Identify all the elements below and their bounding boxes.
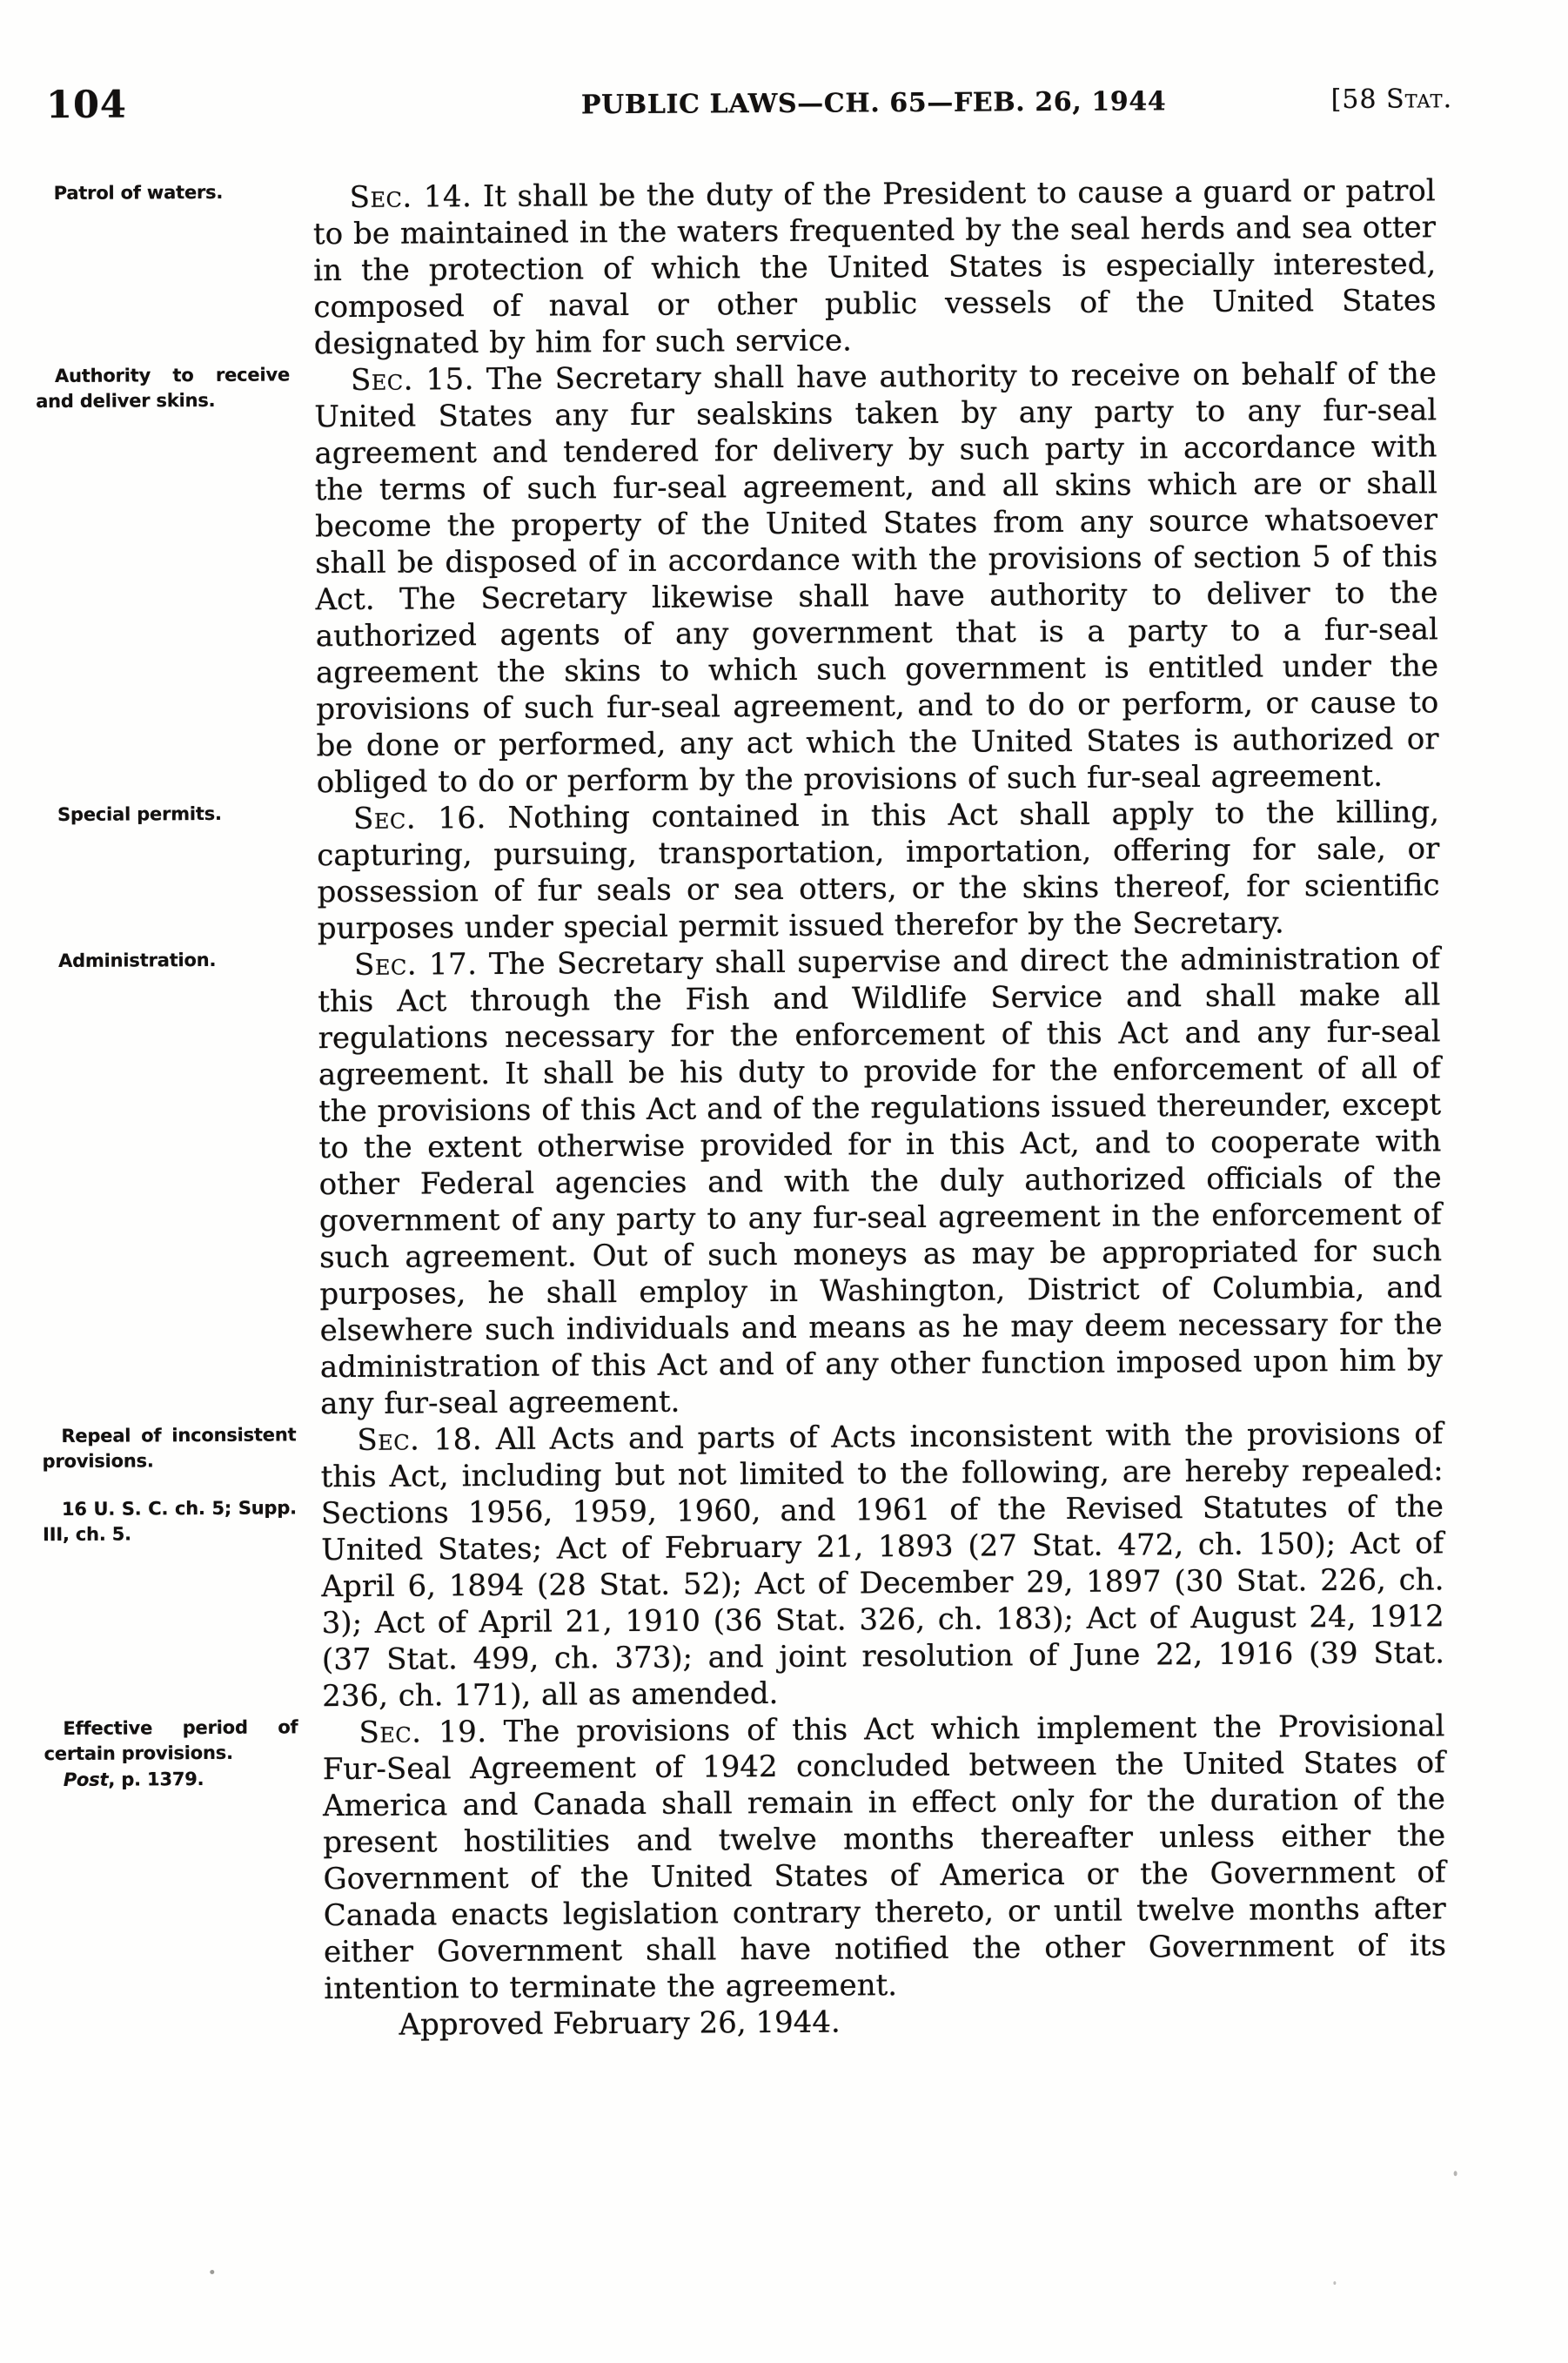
margin-note — [43, 1495, 297, 1547]
margin-note-text: , p. 1379. — [108, 1768, 204, 1790]
statute-section — [57, 940, 1444, 1422]
sections-container — [36, 172, 1447, 2007]
margin-note-text: 16 U. S. C. ch. 5; Supp. III, ch. 5. — [43, 1497, 297, 1546]
margin-note — [35, 179, 289, 206]
section-text: All Acts and parts of Acts inconsistent with the provisions of this Act, including but not limited to the following, are hereby repealed: Sections 1956, 1959, 1960, and 1961 of the Revised Statutes of the United States; Act of February 21, 1893 (27 Stat. 472, ch. 150); Act of April 6, 1894 (28 Stat. 52); Act of December 29, 1897 (30 Stat. 226, ch. 3); Act of April 21, 1910 (36 Stat. 326, ch. 183); Act of August 24, 1912 (37 Stat. 499, ch. 373); and joint resolution of June 22, 1916 (39 Stat. 236, ch. 171), all as amended. — [320, 1416, 1445, 1715]
page-number: 104 — [45, 83, 127, 128]
section-text: Nothing contained in this Act shall apply to the killing, capturing, pursuing, transportation, importation, offering for sale, or possession of fur seals or sea otters, or the skins thereof, for scientific purposes under special permit issued therefor by the Secretary. — [317, 795, 1440, 947]
margin-note — [44, 1766, 298, 1793]
margin-note — [39, 947, 293, 974]
statute-section — [42, 1415, 1445, 1715]
margin-note — [38, 801, 292, 828]
section-paragraph — [322, 1708, 1446, 2007]
scan-speck — [1454, 2171, 1457, 2176]
section-paragraph — [314, 355, 1439, 801]
section-paragraph — [320, 1415, 1444, 1715]
section-paragraph — [313, 172, 1437, 362]
margin-note-text: Authority to receive and deliver skins. — [36, 364, 291, 413]
statute-section — [44, 1708, 1447, 2007]
section-text: The Secretary shall supervise and direct the administration of this Act through the Fish and Wildlife Service and shall make all regulations necessary for the enforcement of this Act and any fur-seal agreement. It shall be his duty to provide for the enforcement of all of the provisions of this Act and of the regulations issued thereunder, except to the extent otherwise provided for in this Act, and to cooperate with other Federal agencies and with the duly authorized officials of the government of any party to any fur-seal agreement in the enforcement of such agreement. Out of such moneys as may be appropriated for such purposes, he shall employ in Washington, District of Columbia, and elsewhere such individuals and means as he may deem necessary for the administration of this Act and of any other function imposed upon him by any fur-seal agreement. — [318, 941, 1444, 1422]
scan-speck — [1333, 2281, 1336, 2285]
section-number-label: Sec. 17. — [353, 947, 478, 983]
margin-note — [42, 1422, 296, 1474]
statute-section — [53, 172, 1437, 362]
margin-note-text: Administration. — [57, 949, 217, 972]
section-number-label: Sec. 19. — [358, 1715, 487, 1750]
margin-note — [36, 362, 290, 414]
section-text: The provisions of this Act which implement the Provisional Fur-Seal Agreement of 1942 concluded between the United States of America and Canada shall remain in effect only for the duration of the present hostilities and twelve months thereafter unless either the Government of the United States of America or the Government of Canada enacts legislation contrary thereto, or until twelve months after either Government shall have notified the other Government of its intention to terminate the agreement. — [322, 1708, 1447, 2007]
section-paragraph — [317, 794, 1440, 947]
stat-volume-ref: [58 Stat. — [1330, 84, 1453, 116]
running-title: PUBLIC LAWS—CH. 65—FEB. 26, 1944 — [580, 86, 1167, 121]
margin-note-text: Post — [63, 1769, 109, 1790]
statute-section — [36, 355, 1439, 801]
margin-note-text: Patrol of waters. — [53, 181, 224, 205]
section-paragraph — [318, 940, 1443, 1422]
section-number-label: Sec. 16. — [352, 801, 486, 836]
section-number-label: Sec. 18. — [357, 1422, 483, 1458]
margin-note-text: Special permits. — [57, 802, 222, 826]
margin-note — [44, 1715, 298, 1767]
section-number-label: Sec. 15. — [350, 362, 475, 398]
section-text: The Secretary shall have authority to receive on behalf of the United States any fur sealskins taken by any party to any fur-seal agreement and tendered for delivery by such party in accordance with the terms of such fur-seal agreement, and all skins which are or shall become the property of the United States from any source whatsoever shall be disposed of in accordance with the provisions of section 5 of this Act. The Secretary likewise shall have authority to deliver to the authorized agents of any government that is a party to a fur-seal agreement the skins to which such government is entitled under the provisions of such fur-seal agreement, and to do or perform, or cause to be done or performed, any act which the United States is authorized or obliged to do or perform by the provisions of such fur-seal agreement. — [314, 356, 1439, 801]
approval-line: Approved February 26, 1944. — [399, 2004, 841, 2043]
section-text: It shall be the duty of the President to cause a guard or patrol to be maintained in the waters frequented by the seal herds and sea otter in the protection of which the United States is especially interested, composed of naval or other public vessels of the United States designated by him for such service. — [312, 173, 1437, 362]
margin-note-text: Repeal of inconsistent provisions. — [42, 1424, 297, 1473]
section-number-label: Sec. 14. — [349, 179, 472, 215]
margin-note-text: Effective period of certain provisions. — [44, 1716, 298, 1765]
statute-body — [36, 172, 1447, 2044]
statute-section — [57, 794, 1440, 947]
scan-speck — [210, 2270, 214, 2274]
